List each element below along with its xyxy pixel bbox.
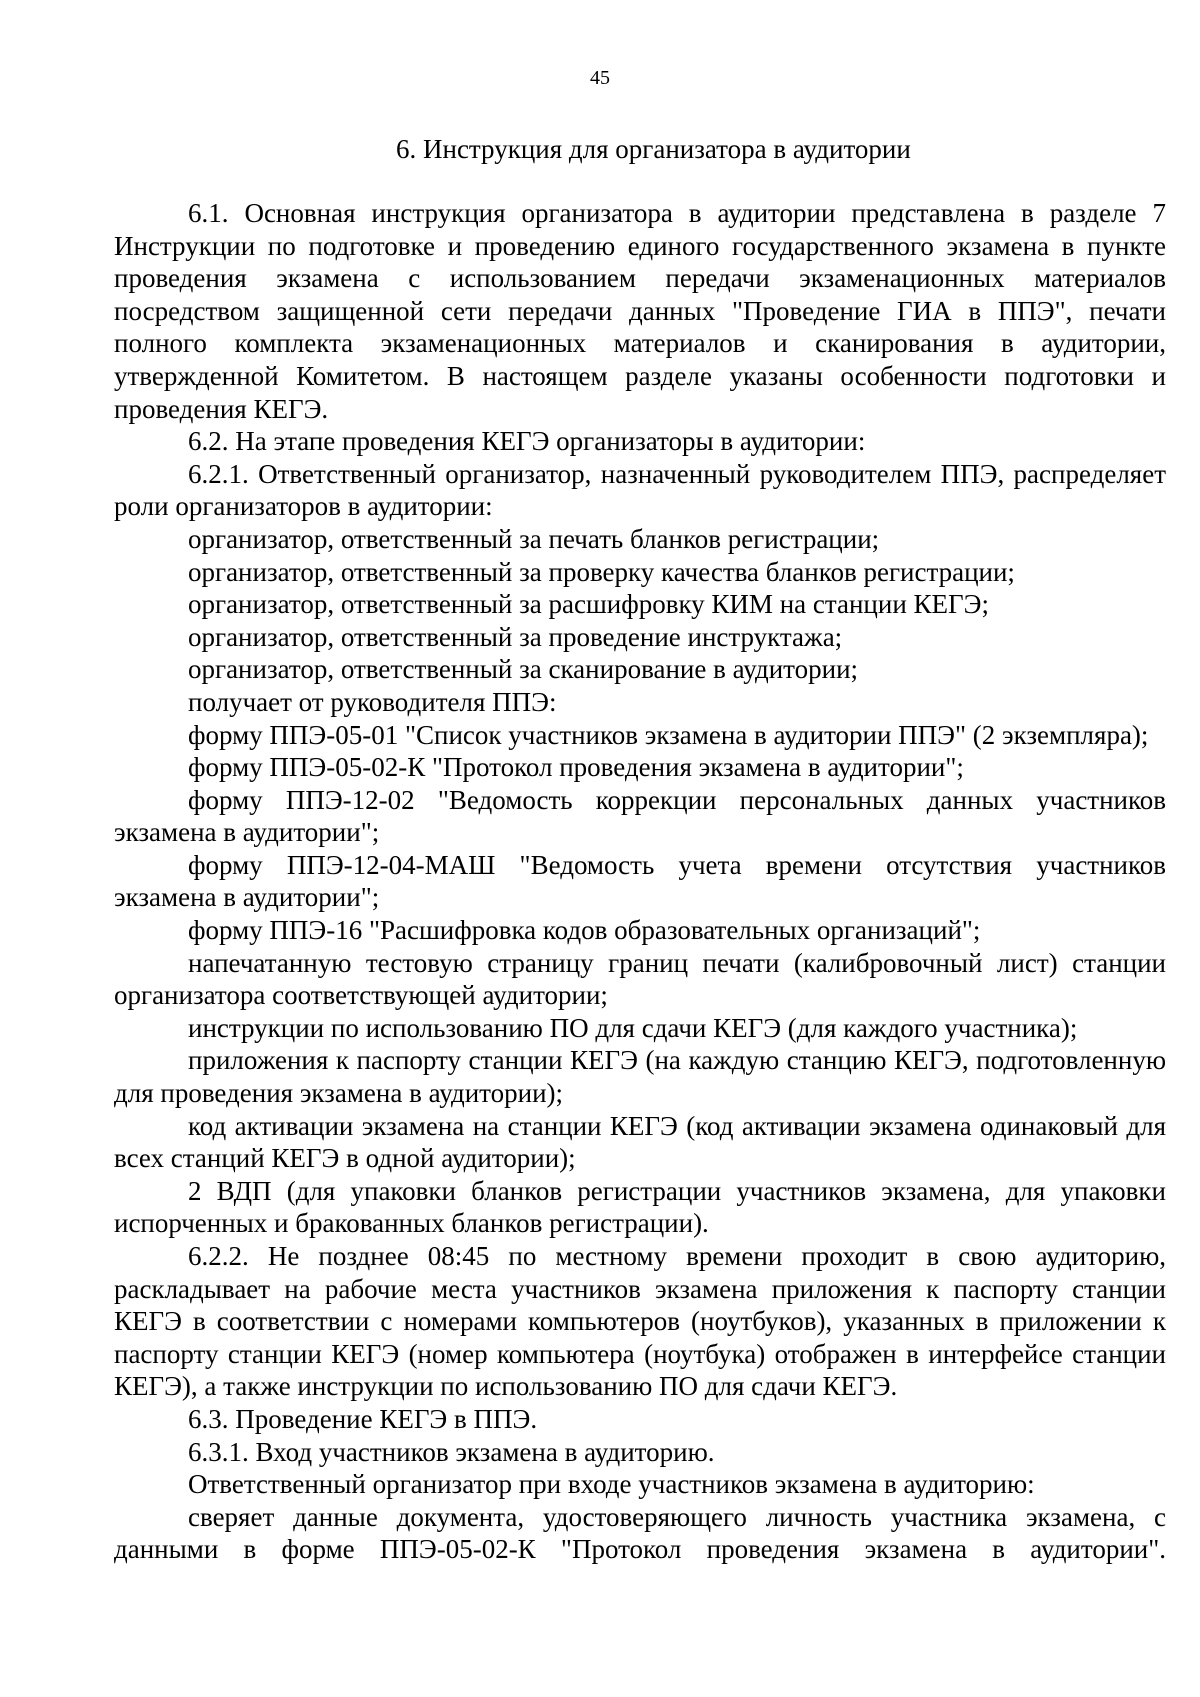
document-body [114, 197, 1166, 1566]
page-number: 45 [590, 67, 610, 89]
list-item: напечатанную тестовую страницу границ печати (калибровочный лист) станции организатора соответствующей аудитории; [114, 947, 1166, 1011]
paragraph: 6.1. Основная инструкция организатора в аудитории представлена в разделе 7 Инструкции по подготовке и проведению единого государственного экзамена в пункте проведения экзамена с использованием передачи экзаменационных материалов посредством защищенной сети передачи данных "Проведение ГИА в ППЭ", печати полного комплекта экзаменационных материалов и сканирования в аудитории, утвержденной Комитетом. В настоящем разделе указаны особенности подготовки и проведения КЕГЭ. [114, 198, 1166, 424]
list-item: форму ППЭ-05-01 "Список участников экзамена в аудитории ППЭ" (2 экземпляра); [188, 719, 1149, 750]
list-item: 2 ВДП (для упаковки бланков регистрации участников экзамена, для упаковки испорченных и бракованных бланков регистрации). [114, 1175, 1166, 1239]
paragraph: 6.3.1. Вход участников экзамена в аудиторию. [188, 1436, 715, 1467]
list-item: форму ППЭ-12-02 "Ведомость коррекции персональных данных участников экзамена в аудитории"; [114, 784, 1166, 848]
list-item: организатор, ответственный за расшифровку КИМ на станции КЕГЭ; [188, 589, 989, 620]
list-item: приложения к паспорту станции КЕГЭ (на каждую станцию КЕГЭ, подготовленную для проведения экзамена в аудитории); [114, 1045, 1166, 1109]
list-item: код активации экзамена на станции КЕГЭ (код активации экзамена одинаковый для всех станций КЕГЭ в одной аудитории); [114, 1110, 1166, 1174]
paragraph: 6.2.2. Не позднее 08:45 по местному времени проходит в свою аудиторию, раскладывает на рабочие места участников экзамена приложения к паспорту станции КЕГЭ в соответствии с номерами компьютеров (ноутбуков), указанных в приложении к паспорту станции КЕГЭ (номер компьютера (ноутбука) отображен в интерфейсе станции КЕГЭ), а также инструкции по использованию ПО для сдачи КЕГЭ. [114, 1241, 1166, 1402]
paragraph: 6.2. На этапе проведения КЕГЭ организаторы в аудитории: [188, 426, 866, 457]
list-item: организатор, ответственный за проверку качества бланков регистрации; [188, 556, 1015, 587]
list-item: организатор, ответственный за сканирование в аудитории; [188, 654, 859, 685]
paragraph: получает от руководителя ППЭ: [188, 686, 557, 717]
list-item: организатор, ответственный за печать бланков регистрации; [188, 523, 880, 554]
list-item: форму ППЭ-05-02-К "Протокол проведения экзамена в аудитории"; [188, 752, 964, 783]
list-item: форму ППЭ-16 "Расшифровка кодов образовательных организаций"; [188, 915, 981, 946]
paragraph: Ответственный организатор при входе участников экзамена в аудиторию: [188, 1469, 1035, 1500]
section-title: 6. Инструкция для организатора в аудитории [396, 134, 911, 164]
list-item: форму ППЭ-12-04-МАШ "Ведомость учета времени отсутствия участников экзамена в аудитории"; [114, 849, 1166, 913]
paragraph: 6.2.1. Ответственный организатор, назначенный руководителем ППЭ, распределяет роли организаторов в аудитории: [114, 458, 1166, 522]
list-item: инструкции по использованию ПО для сдачи КЕГЭ (для каждого участника); [188, 1012, 1078, 1043]
list-item: организатор, ответственный за проведение инструктажа; [188, 621, 843, 652]
list-item: сверяет данные документа, удостоверяющего личность участника экзамена, с данными в форме ППЭ-05-02-К "Протокол проведения экзамена в аудитории". [114, 1501, 1166, 1565]
paragraph: 6.3. Проведение КЕГЭ в ППЭ. [188, 1403, 538, 1434]
